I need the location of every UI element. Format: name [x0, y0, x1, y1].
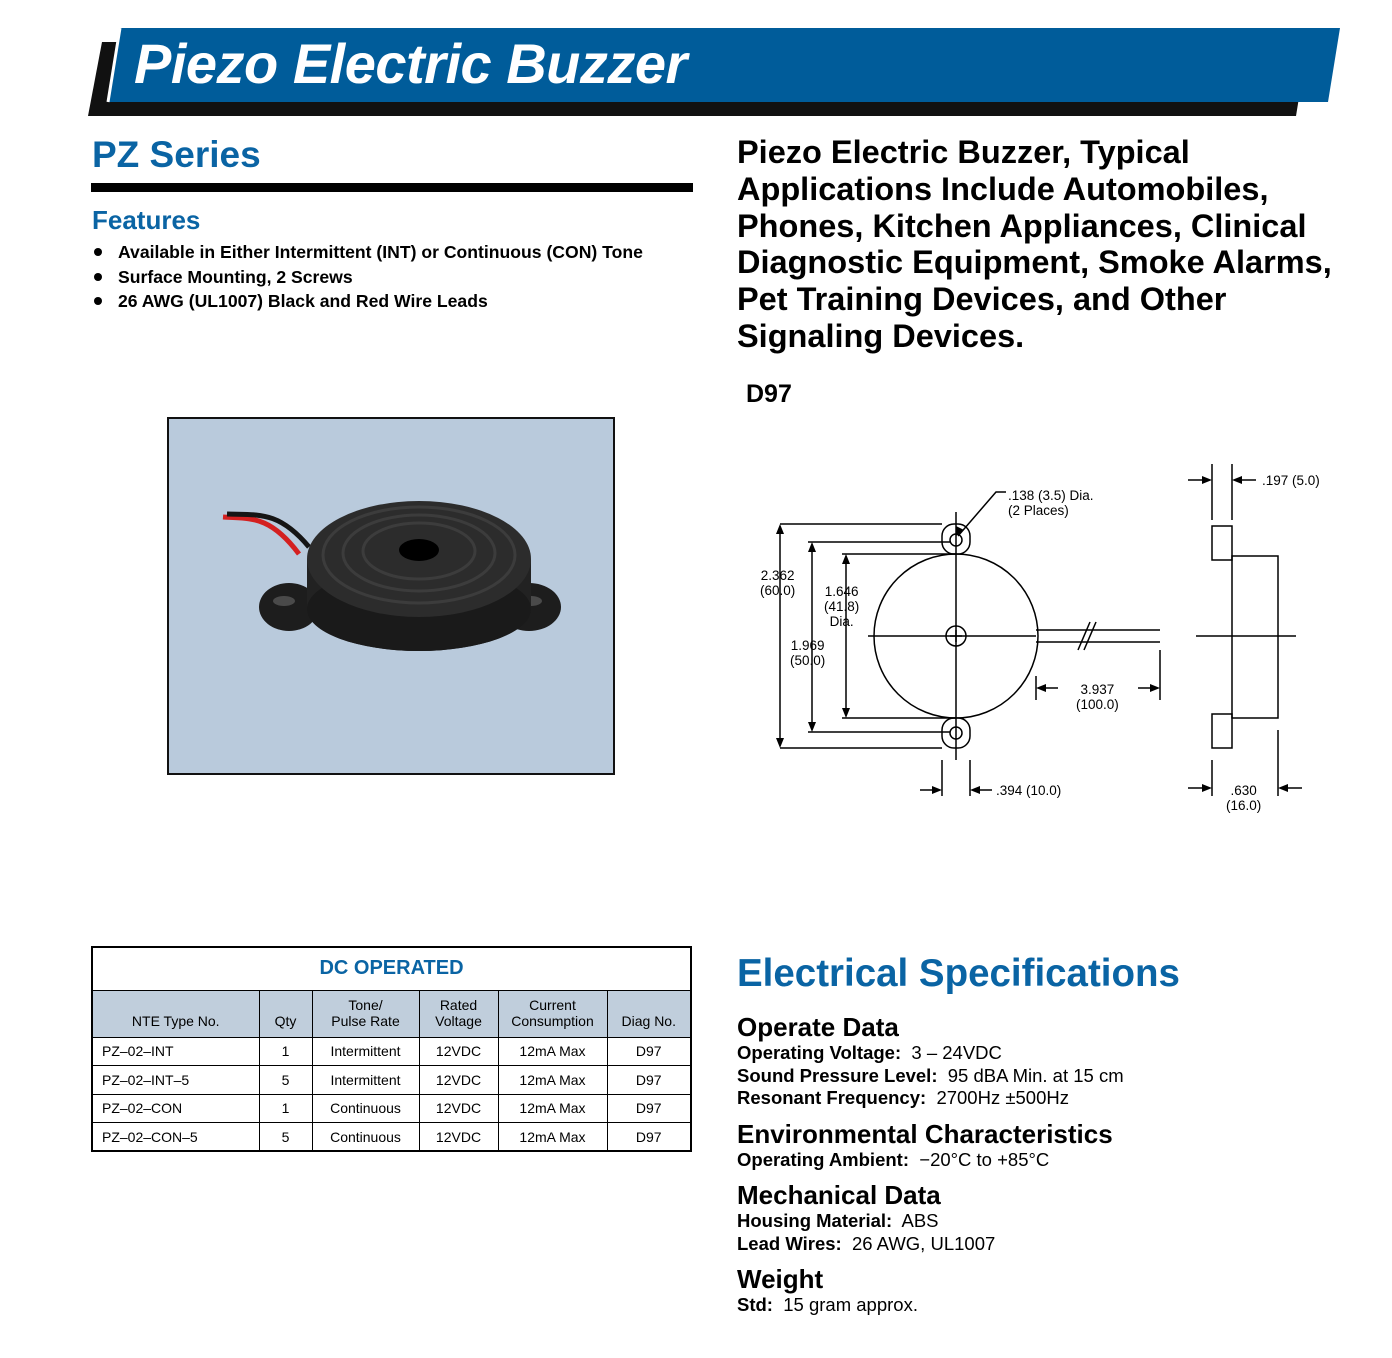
column-header: Rated Voltage [419, 990, 498, 1037]
column-header: Current Consumption [498, 990, 607, 1037]
section-heading: Operate Data [737, 1012, 899, 1042]
diagram-label: D97 [746, 380, 792, 408]
operate-data-section [737, 1012, 1124, 1110]
table-header-row [92, 990, 691, 1037]
table-cell: 1 [259, 1094, 312, 1123]
table-cell: Continuous [312, 1123, 419, 1152]
weight-section [737, 1264, 918, 1317]
table-cell: D97 [607, 1037, 691, 1066]
buzzer-illustration [169, 419, 613, 773]
page-title: Piezo Electric Buzzer [134, 32, 687, 95]
tab-width-dimension: .394 (10.0) [996, 783, 1062, 798]
table-cell: 12VDC [419, 1037, 498, 1066]
table-row [92, 1123, 691, 1152]
column-header: Tone/ Pulse Rate [312, 990, 419, 1037]
product-description: Piezo Electric Buzzer, Typical Applications Include Automobiles, Phones, Kitchen Appliances, Clinical Diagnostic Equipment, Smoke Alarms, Pet Training Devices, and Other Signaling Devices. [737, 134, 1332, 354]
table-cell: Continuous [312, 1094, 419, 1123]
table-cell: 5 [259, 1123, 312, 1152]
table-cell: PZ–02–INT [92, 1037, 259, 1066]
spec-line: Sound Pressure Level: 95 dBA Min. at 15 cm [737, 1064, 1124, 1086]
column-header: Diag No. [607, 990, 691, 1037]
spec-line: Std: 15 gram approx. [737, 1294, 918, 1315]
spec-line: Lead Wires: 26 AWG, UL1007 [737, 1232, 996, 1254]
feature-item: Surface Mounting, 2 Screws [92, 265, 643, 290]
overall-height-dimension: 2.362 (60.0) [760, 568, 796, 598]
table-row [92, 1037, 691, 1066]
feature-item: 26 AWG (UL1007) Black and Red Wire Leads [92, 289, 643, 314]
section-heading: Environmental Characteristics [737, 1119, 1113, 1149]
table-cell: D97 [607, 1123, 691, 1152]
table-cell: Intermittent [312, 1037, 419, 1066]
table-row [92, 1094, 691, 1123]
column-header: Qty [259, 990, 312, 1037]
table-cell: D97 [607, 1094, 691, 1123]
spec-line: Operating Ambient: −20°C to +85°C [737, 1149, 1050, 1170]
table-cell: 12VDC [419, 1094, 498, 1123]
table-row [92, 1066, 691, 1095]
table-cell: PZ–02–CON [92, 1094, 259, 1123]
spec-line: Resonant Frequency: 2700Hz ±500Hz [737, 1087, 1069, 1109]
hole-dimension: .138 (3.5) Dia. (2 Places) [1008, 488, 1094, 518]
table-cell: PZ–02–INT–5 [92, 1066, 259, 1095]
table-cell: 12VDC [419, 1066, 498, 1095]
table-cell: 5 [259, 1066, 312, 1095]
lead-length-dimension: 3.937 (100.0) [1076, 682, 1119, 712]
electrical-specs-title: Electrical Specifications [737, 952, 1180, 995]
series-divider [91, 183, 693, 192]
table-cell: 12mA Max [498, 1094, 607, 1123]
series-title: PZ Series [92, 134, 261, 175]
body-width-dimension: .630 (16.0) [1226, 783, 1262, 813]
features-list [92, 240, 643, 314]
table-cell: 12mA Max [498, 1066, 607, 1095]
table-cell: Intermittent [312, 1066, 419, 1095]
feature-item: Available in Either Intermittent (INT) or Continuous (CON) Tone [92, 240, 643, 265]
dimension-drawing [750, 460, 1320, 820]
table-cell: 12VDC [419, 1123, 498, 1152]
table-title: DC OPERATED [92, 947, 691, 990]
table-cell: 12mA Max [498, 1123, 607, 1152]
diameter-dimension: 1.646 (41.8) Dia. [824, 584, 860, 629]
table-cell: 1 [259, 1037, 312, 1066]
column-header: NTE Type No. [92, 990, 259, 1037]
environmental-section [737, 1119, 1113, 1172]
spec-line: Housing Material: ABS [737, 1210, 939, 1231]
depth-dimension: .197 (5.0) [1262, 473, 1320, 488]
section-heading: Weight [737, 1264, 824, 1294]
hole-spacing-dimension: 1.969 (50.0) [790, 638, 826, 668]
table-cell: 12mA Max [498, 1037, 607, 1066]
dc-operated-table [91, 946, 692, 1152]
section-heading: Mechanical Data [737, 1180, 941, 1210]
product-photo [167, 417, 615, 775]
table-cell: PZ–02–CON–5 [92, 1123, 259, 1152]
table-cell: D97 [607, 1066, 691, 1095]
spec-line: Operating Voltage: 3 – 24VDC [737, 1042, 1002, 1063]
mechanical-section [737, 1180, 995, 1255]
features-title: Features [92, 205, 201, 235]
